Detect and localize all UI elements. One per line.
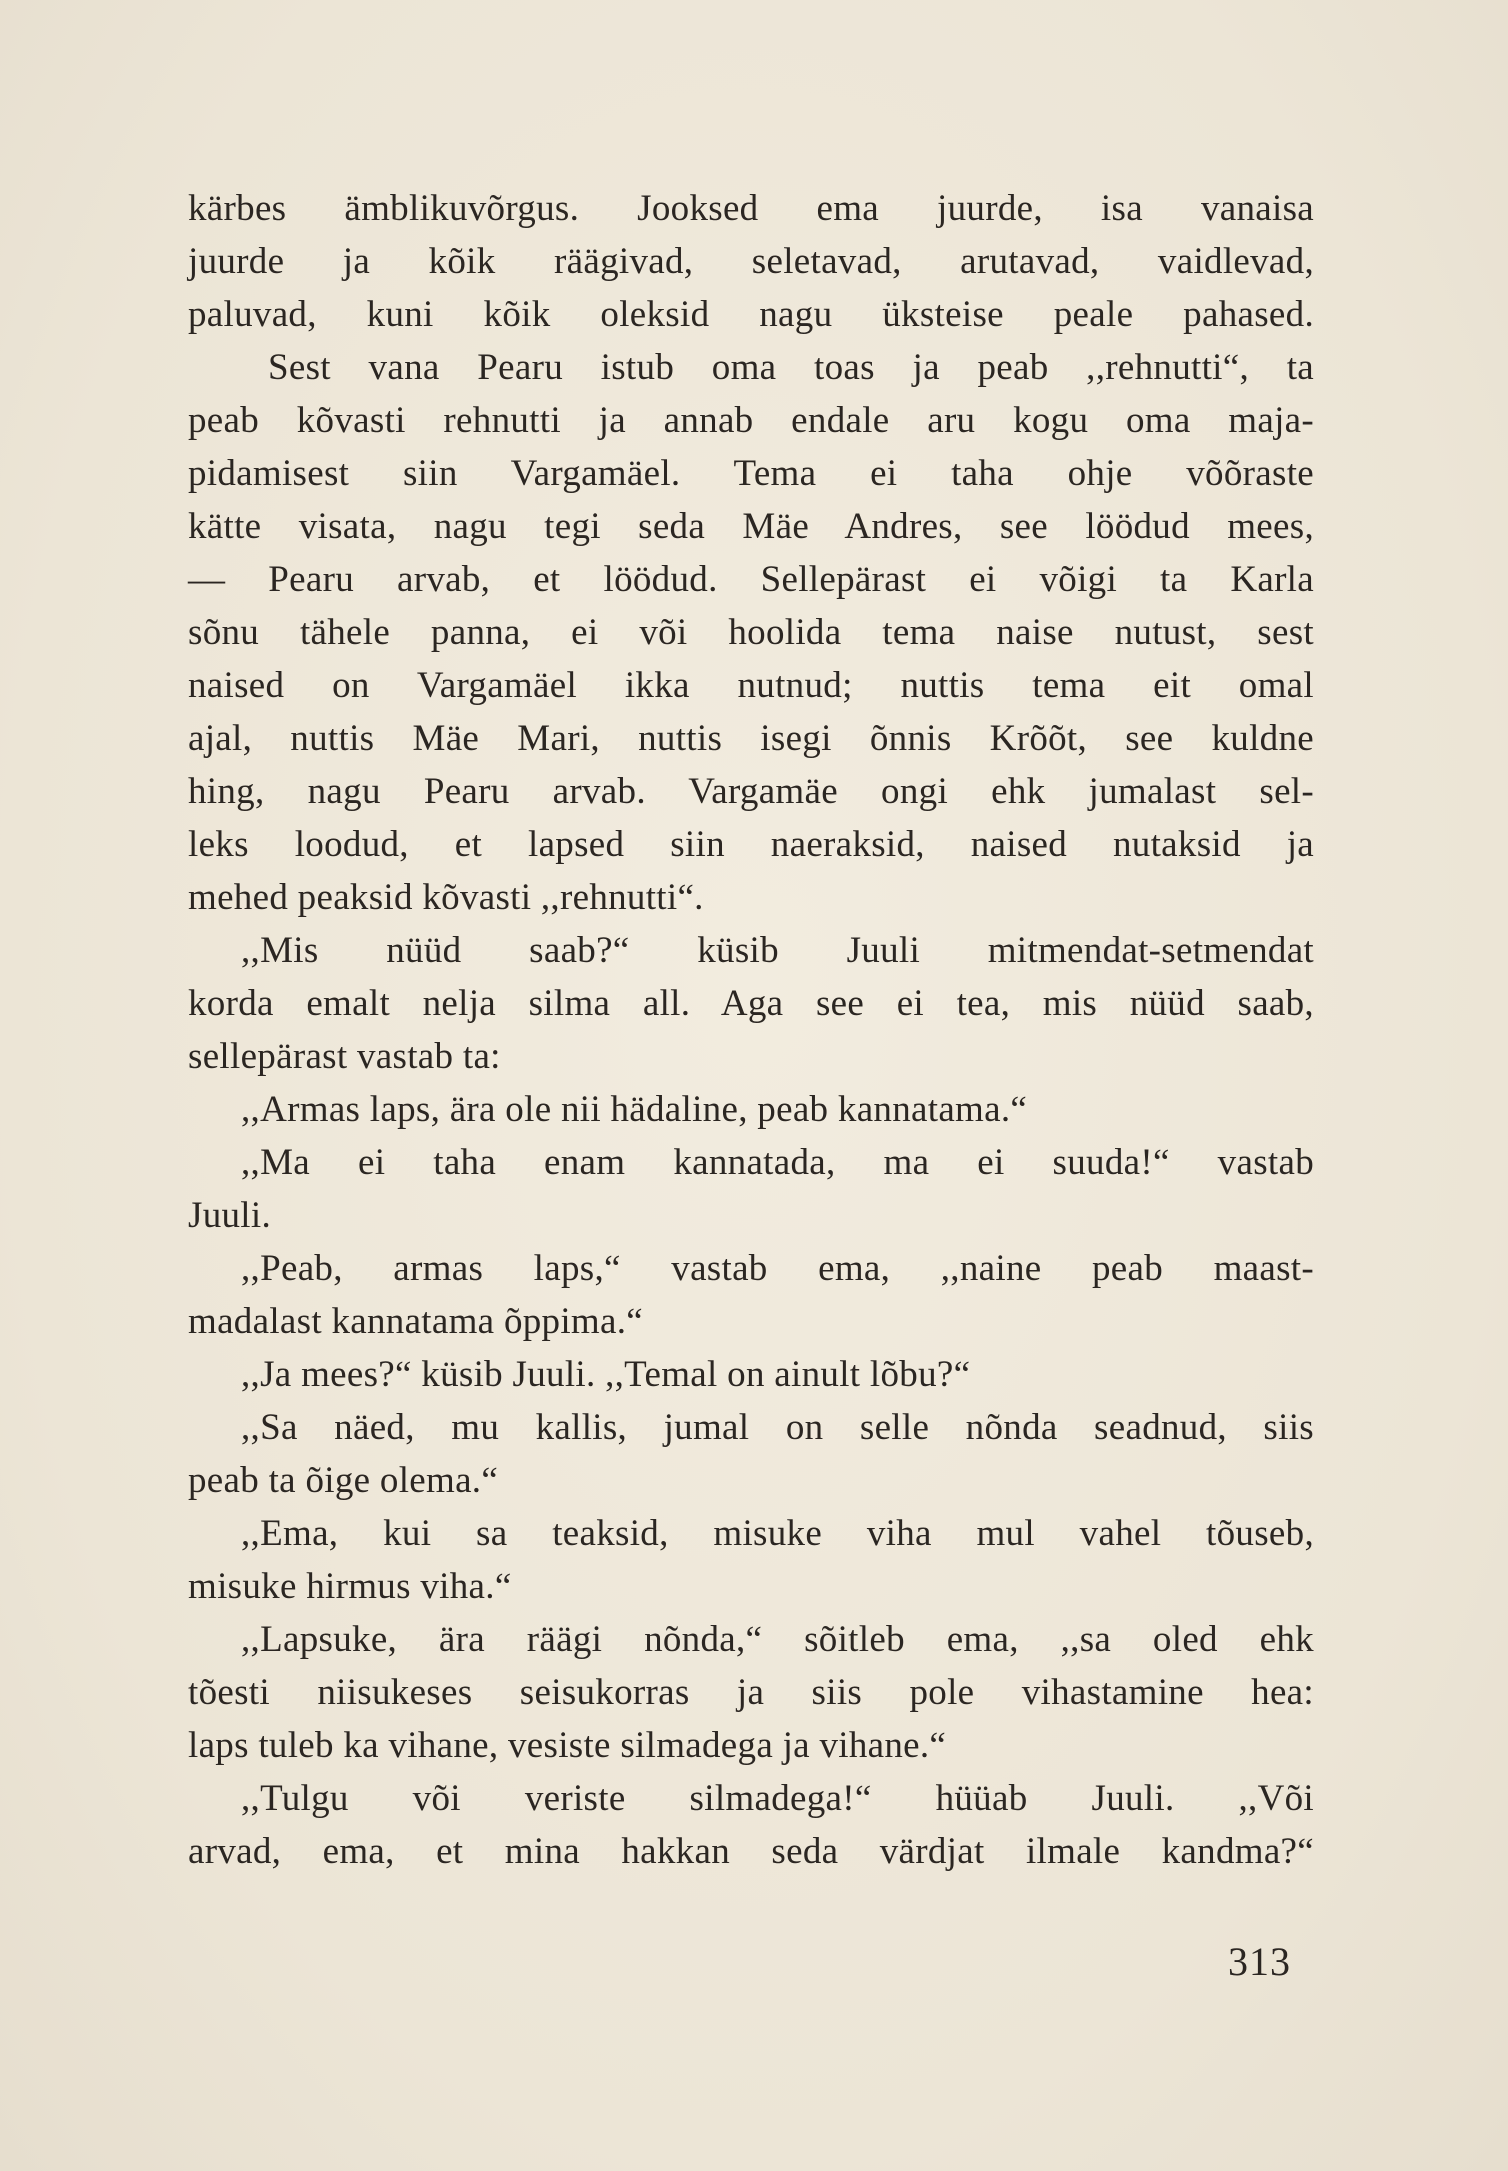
text-line: ,,Armas laps, ära ole nii hädaline, peab kannatama.“ <box>241 1089 1028 1130</box>
text-line: hing, nagu Pearu arvab. Vargamäe ongi ehk jumalast sel- <box>188 771 1314 812</box>
text-line: juurde ja kõik räägivad, seletavad, arutavad, vaidlevad, <box>188 241 1314 282</box>
text-line: ,,Ja mees?“ küsib Juuli. ,,Temal on ainult lõbu?“ <box>241 1354 971 1395</box>
text-line: ,,Ma ei taha enam kannatada, ma ei suuda!“ vastab <box>241 1142 1314 1183</box>
text-line: Sest vana Pearu istub oma toas ja peab ,,rehnutti“, ta <box>268 347 1314 388</box>
text-line: sõnu tähele panna, ei või hoolida tema naise nutust, sest <box>188 612 1314 653</box>
text-line: paluvad, kuni kõik oleksid nagu üksteise peale pahased. <box>188 294 1314 335</box>
text-line: tõesti niisukeses seisukorras ja siis pole vihastamine hea: <box>188 1672 1314 1713</box>
text-line: arvad, ema, et mina hakkan seda värdjat ilmale kandma?“ <box>188 1831 1314 1872</box>
text-line: Juuli. <box>188 1195 272 1236</box>
text-line: ,,Lapsuke, ära räägi nõnda,“ sõitleb ema, ,,sa oled ehk <box>241 1619 1314 1660</box>
text-line: ,,Tulgu või veriste silmadega!“ hüüab Juuli. ,,Või <box>241 1778 1314 1819</box>
text-line: mehed peaksid kõvasti ,,rehnutti“. <box>188 877 704 918</box>
text-line: peab kõvasti rehnutti ja annab endale aru kogu oma maja- <box>188 400 1314 441</box>
text-line: misuke hirmus viha.“ <box>188 1566 512 1607</box>
text-line: ,,Sa näed, mu kallis, jumal on selle nõnda seadnud, siis <box>241 1407 1314 1448</box>
text-line: ,,Mis nüüd saab?“ küsib Juuli mitmendat-setmendat <box>241 930 1314 971</box>
text-line: naised on Vargamäel ikka nutnud; nuttis tema eit omal <box>188 665 1314 706</box>
text-line: kätte visata, nagu tegi seda Mäe Andres, see löödud mees, <box>188 506 1314 547</box>
text-line: madalast kannatama õppima.“ <box>188 1301 644 1342</box>
text-line: laps tuleb ka vihane, vesiste silmadega ja vihane.“ <box>188 1725 947 1766</box>
text-line: pidamisest siin Vargamäel. Tema ei taha ohje võõraste <box>188 453 1314 494</box>
text-line: ajal, nuttis Mäe Mari, nuttis isegi õnnis Krõõt, see kuldne <box>188 718 1314 759</box>
page-number: 313 <box>1228 1939 1291 1984</box>
text-line: kärbes ämblikuvõrgus. Jooksed ema juurde, isa vanaisa <box>188 188 1314 229</box>
text-line: leks loodud, et lapsed siin naeraksid, naised nutaksid ja <box>188 824 1314 865</box>
text-line: — Pearu arvab, et löödud. Sellepärast ei võigi ta Karla <box>188 559 1314 600</box>
text-line: sellepärast vastab ta: <box>188 1036 501 1077</box>
text-line: ,,Peab, armas laps,“ vastab ema, ,,naine peab maast- <box>241 1248 1314 1289</box>
text-line: ,,Ema, kui sa teaksid, misuke viha mul vahel tõuseb, <box>241 1513 1314 1554</box>
text-line: korda emalt nelja silma all. Aga see ei tea, mis nüüd saab, <box>188 983 1314 1024</box>
text-line: peab ta õige olema.“ <box>188 1460 499 1501</box>
